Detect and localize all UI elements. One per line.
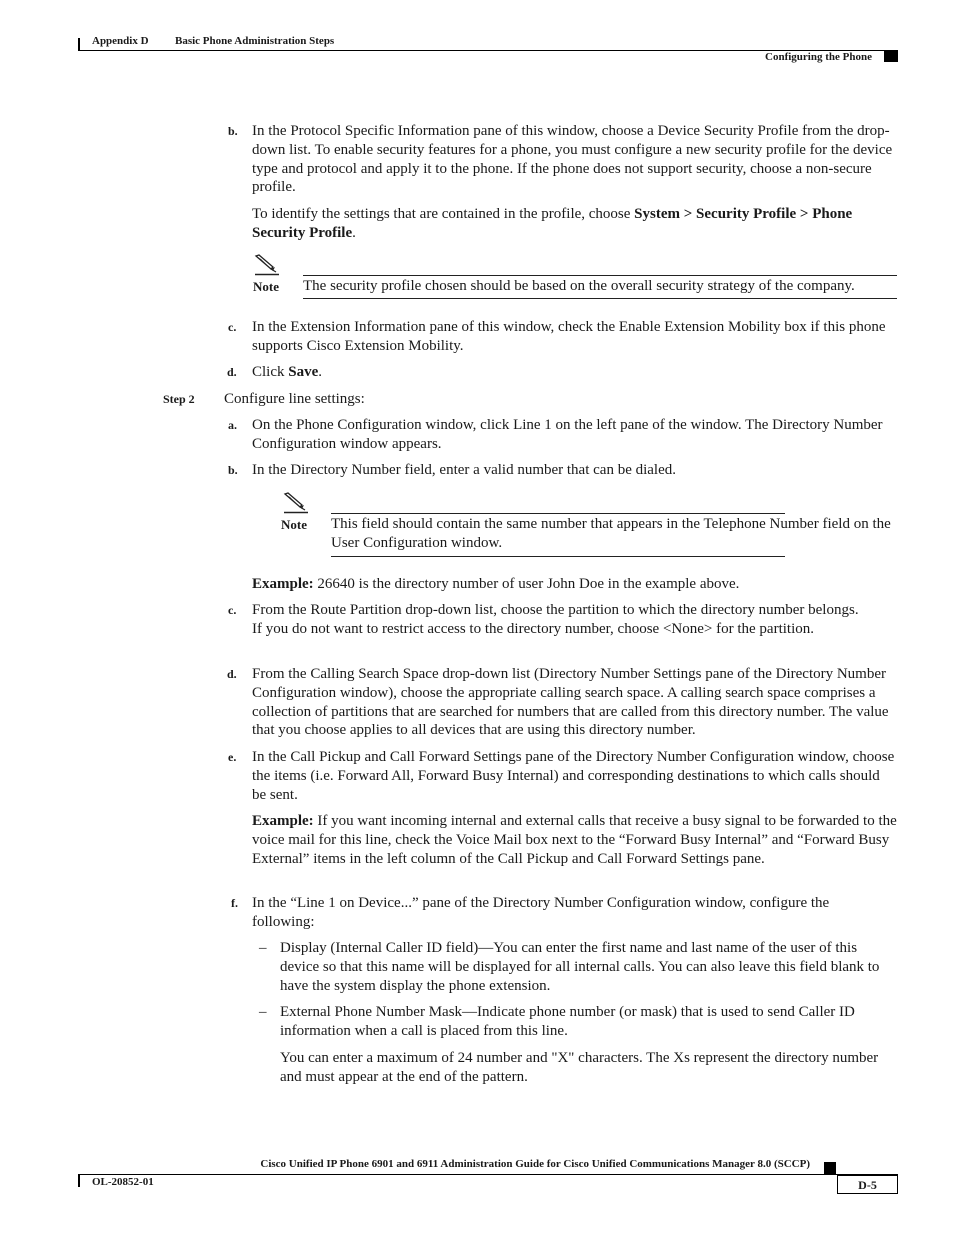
- save-keyword: Save: [288, 364, 319, 380]
- item-d1-label: d.: [227, 365, 237, 379]
- note-pencil-icon: [254, 254, 280, 276]
- bullet1-text: Display (Internal Caller ID field)—You can enter the first name and last name of the user of this device so that this name will be displayed for all internal calls. You can also leave this field blank to have the system display the phone extension.: [280, 940, 880, 994]
- item-c1-text: In the Extension Information pane of this window, check the Enable Extension Mobility box if this phone supports Cisco Extension Mobility.: [252, 319, 886, 354]
- note1-text: The security profile chosen should be based on the overall security strategy of the company.: [303, 278, 855, 294]
- menu-path: System > Security Profile > Phone Security Profile: [252, 206, 853, 241]
- footer-page-number: D-5: [858, 1178, 877, 1192]
- item-d1-text: [252, 363, 897, 382]
- footer-rule: [78, 1174, 898, 1175]
- item-f2-label: f.: [231, 896, 238, 910]
- note-pencil-icon: [283, 492, 309, 514]
- header-section: Basic Phone Administration Steps: [175, 35, 335, 47]
- header-right-title: Configuring the Phone: [765, 51, 872, 63]
- item-c2-label: c.: [228, 603, 237, 617]
- note2-rule-top: [331, 513, 785, 514]
- example2: [252, 812, 897, 868]
- item-d1-pre: Click: [252, 364, 289, 380]
- item-e2-text: In the Call Pickup and Call Forward Settings pane of the Directory Number Configuration window, choose the items (i.e. Forward All, Forward Busy Internal) and corresponding destinations to which calls should be sent.: [252, 749, 895, 803]
- footer-marker: [824, 1162, 836, 1174]
- item-d2-text: From the Calling Search Space drop-down list (Directory Number Settings pane of the Directory Number Configuration window), choose the appropriate calling search space. A calling search space comprises a collection of partitions that are searched for numbers that are called from this directory number. The value that you choose applies to all devices that are using this directory number.: [252, 666, 889, 739]
- footer-doc-number: OL-20852-01: [92, 1176, 154, 1188]
- bullet2-text: External Phone Number Mask—Indicate phone number (or mask) that is used to send Caller ID information when a call is placed from this line.: [280, 1004, 855, 1039]
- footer-title: Cisco Unified IP Phone 6901 and 6911 Administration Guide for Cisco Unified Communications Manager 8.0 (SCCP): [260, 1158, 810, 1170]
- item-b1-label: b.: [228, 124, 238, 138]
- item-b1-para2-pre: To identify the settings that are contained in the profile, choose: [252, 206, 635, 222]
- note2-rule-bottom: [331, 556, 785, 557]
- item-a2-text: On the Phone Configuration window, click Line 1 on the left pane of the window. The Directory Number Configuration window appears.: [252, 417, 883, 452]
- example1: [252, 575, 897, 594]
- note2-label: Note: [281, 517, 307, 532]
- example1-label: Example:: [252, 576, 314, 592]
- item-a2-label: a.: [228, 418, 237, 432]
- item-d2-label: d.: [227, 667, 237, 681]
- header-marker: [884, 51, 898, 62]
- note1-label: Note: [253, 279, 279, 294]
- bullet2-para2: You can enter a maximum of 24 number and "X" characters. The Xs represent the directory number and must appear at the end of the pattern.: [280, 1050, 879, 1085]
- bullet2-dash: –: [259, 1004, 267, 1020]
- note2-text: This field should contain the same number that appears in the Telephone Number field on the User Configuration window.: [331, 516, 891, 551]
- item-e2-label: e.: [228, 750, 237, 764]
- item-b1-para2-post: .: [352, 224, 356, 241]
- example2-label: Example:: [252, 813, 314, 829]
- item-b2-text: In the Directory Number field, enter a valid number that can be dialed.: [252, 462, 676, 478]
- item-b2-label: b.: [228, 463, 238, 477]
- item-c1-label: c.: [228, 320, 237, 334]
- note1-rule: [303, 275, 897, 276]
- header-appendix: Appendix D: [92, 35, 149, 47]
- item-b1-para2: [252, 205, 897, 243]
- example1-text: 26640 is the directory number of user John Doe in the example above.: [313, 576, 740, 592]
- item-f2-text: In the “Line 1 on Device...” pane of the Directory Number Configuration window, configure the following:: [252, 895, 830, 930]
- bullet1-dash: –: [259, 940, 267, 956]
- step2-text: Configure line settings:: [224, 391, 365, 407]
- item-b1-text: In the Protocol Specific Information pane of this window, choose a Device Security Profile from the drop-down list. To enable security features for a phone, you must configure a new security profile for the device type and protocol and apply it to the phone. If the phone does not support security, choose a non-secure profile.: [252, 123, 893, 196]
- footer-page-box: [837, 1175, 898, 1194]
- example2-text: If you want incoming internal and external calls that receive a busy signal to be forwarded to the voice mail for this line, check the Voice Mail box next to the “Forward Busy Internal” and “Forward Busy External” items in the left column of the Call Pickup and Call Forward Settings pane.: [252, 813, 897, 867]
- note1-rule-bottom: [303, 298, 897, 299]
- footer-left-bar: [78, 1174, 80, 1187]
- step2-label: Step 2: [163, 392, 195, 406]
- item-c2-text: From the Route Partition drop-down list, choose the partition to which the directory number belongs. If you do not want to restrict access to the directory number, choose <None> for the partition.: [252, 602, 859, 637]
- item-d1-post: .: [318, 364, 322, 380]
